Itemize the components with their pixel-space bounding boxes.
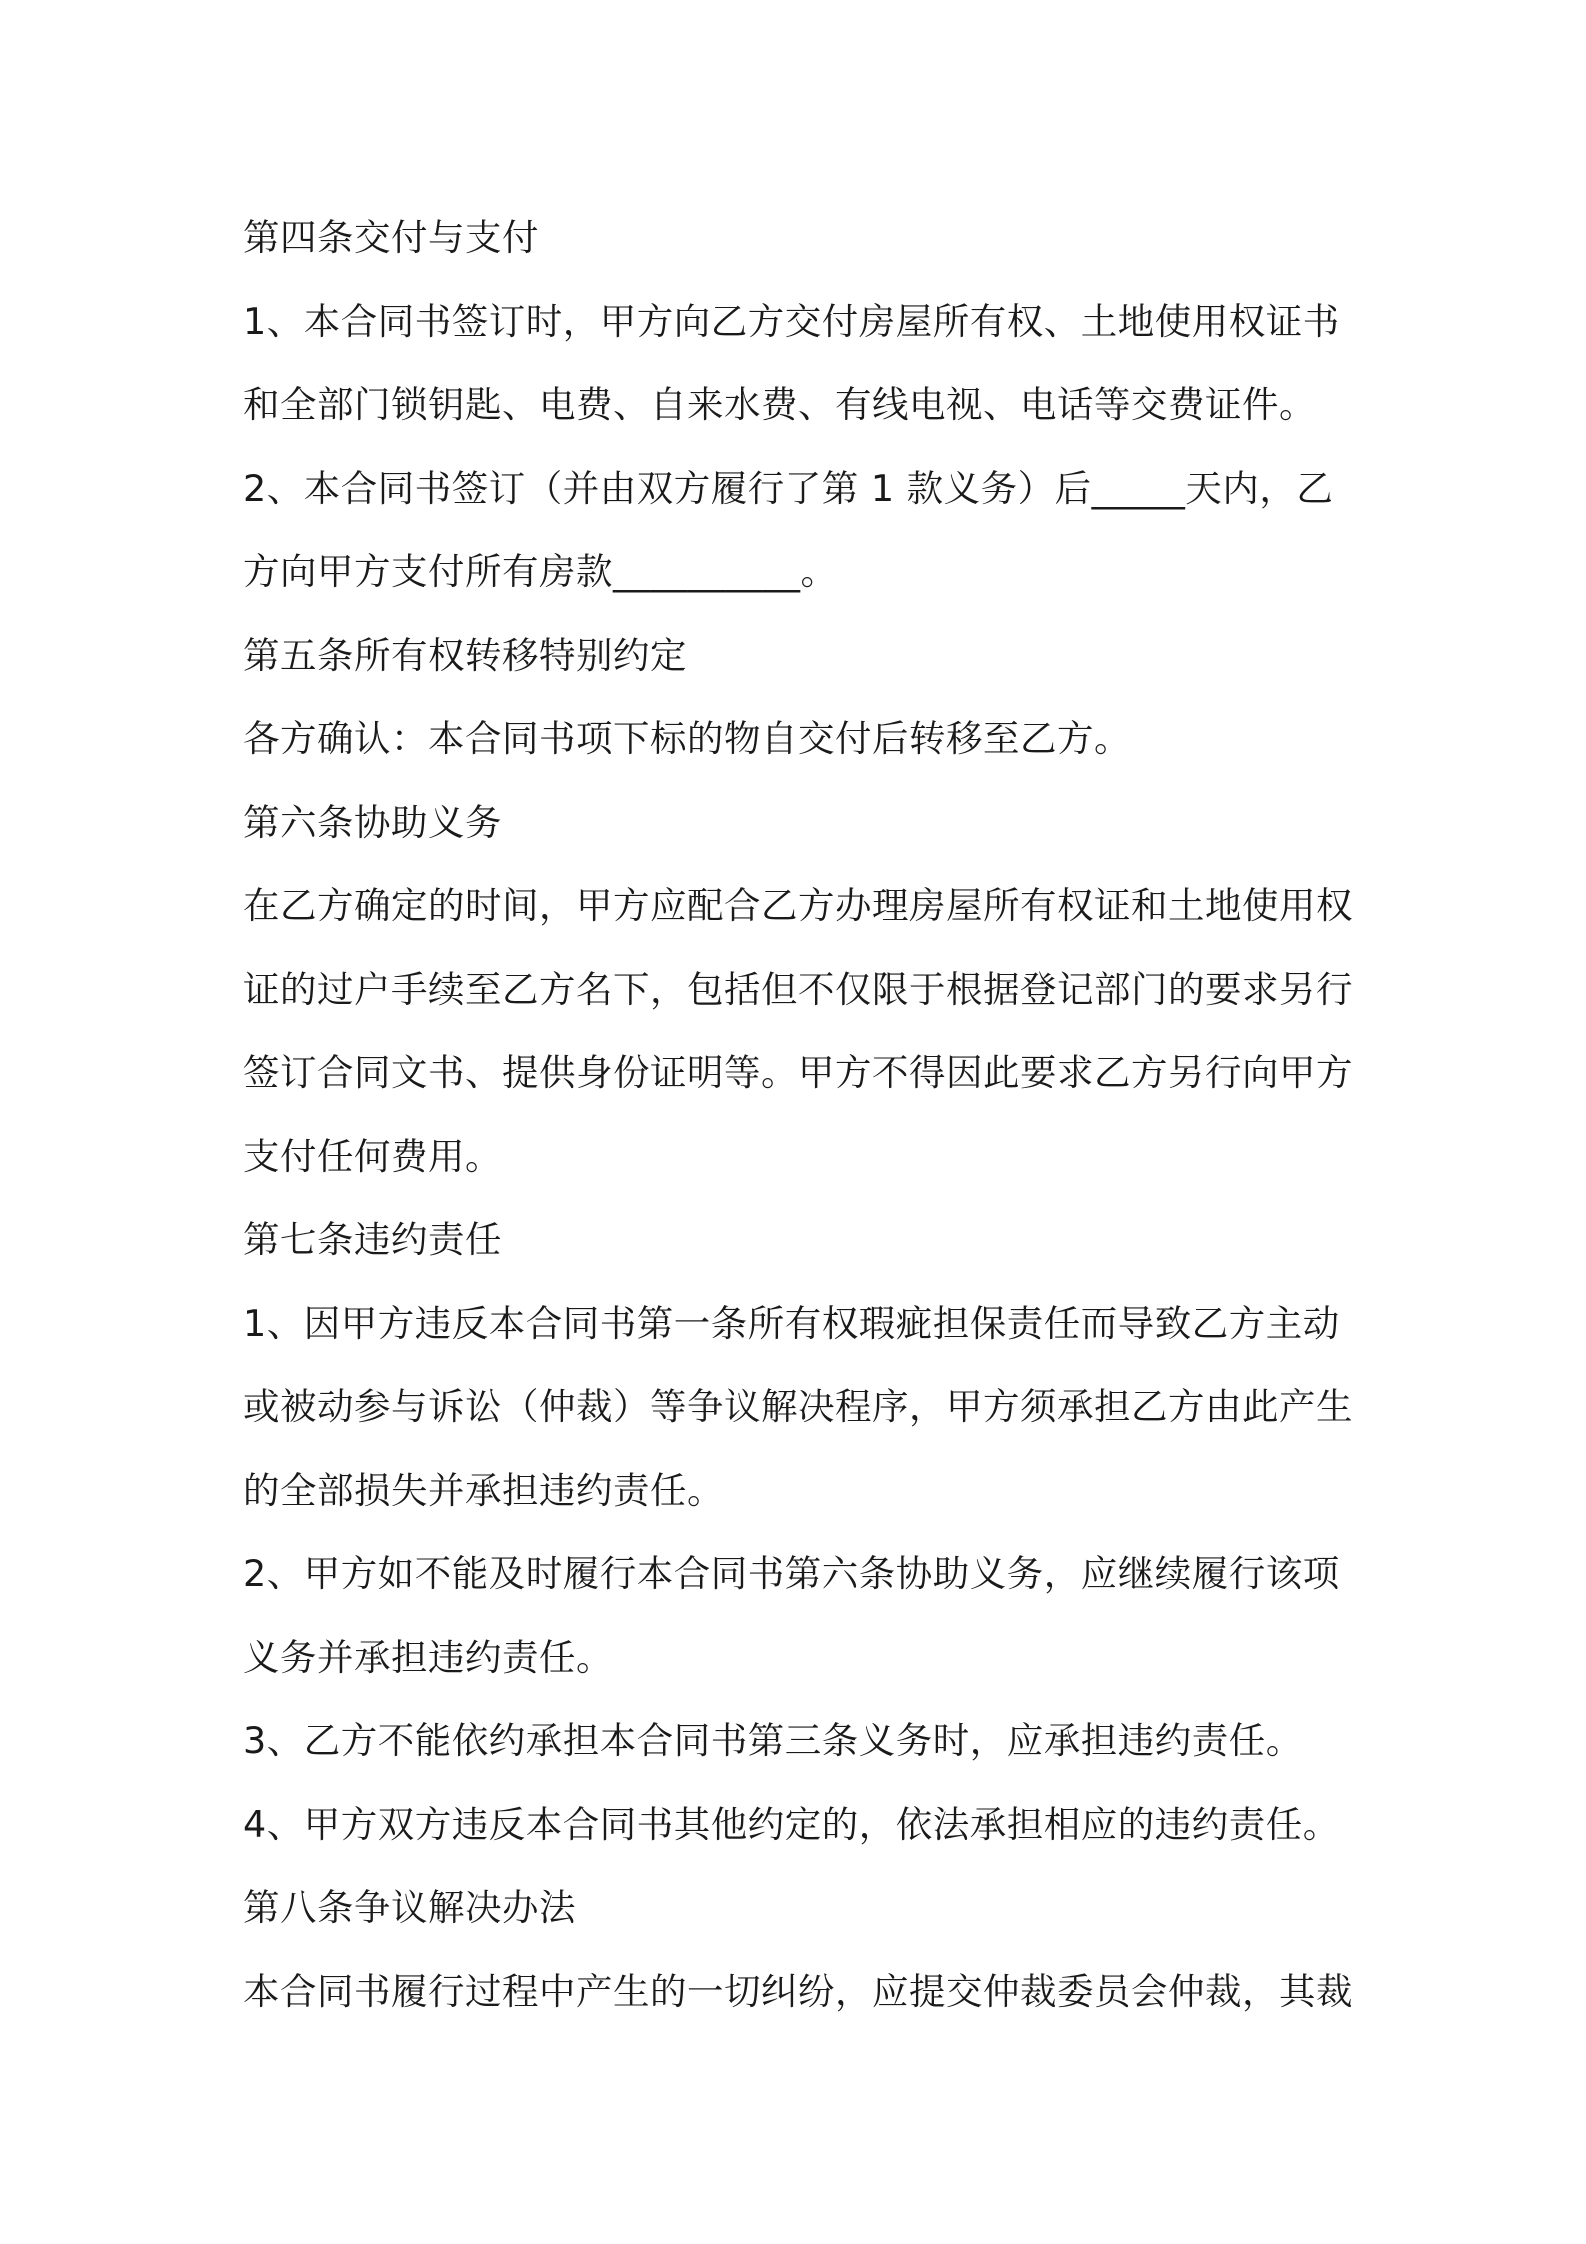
article-7-clause-4: 4、甲方双方违反本合同书其他约定的，依法承担相应的违约责任。 (243, 1802, 1340, 1846)
article-4-heading: 第四条交付与支付 (243, 216, 539, 259)
article-4-clause-2-line-1: 2、本合同书签订（并由双方履行了第 1 款义务）后_____天内，乙 (243, 466, 1334, 510)
article-7-clause-1-line-1: 1、因甲方违反本合同书第一条所有权瑕疵担保责任而导致乙方主动 (243, 1301, 1340, 1345)
article-8-text-line-1: 本合同书履行过程中产生的一切纠纷，应提交仲裁委员会仲裁，其裁 (243, 1969, 1353, 2013)
article-7-clause-3: 3、乙方不能依约承担本合同书第三条义务时，应承担违约责任。 (243, 1719, 1303, 1762)
document-body (243, 196, 1363, 2033)
article-5-heading: 第五条所有权转移特别约定 (243, 633, 687, 677)
article-7-heading: 第七条违约责任 (243, 1218, 502, 1261)
article-7-clause-2-line-2: 义务并承担违约责任。 (243, 1635, 613, 1679)
article-7-clause-1-line-2: 或被动参与诉讼（仲裁）等争议解决程序，甲方须承担乙方由此产生 (243, 1385, 1353, 1428)
article-7-clause-1-line-3: 的全部损失并承担违约责任。 (243, 1468, 724, 1512)
article-7-clause-2-line-1: 2、甲方如不能及时履行本合同书第六条协助义务，应继续履行该项 (243, 1552, 1340, 1595)
article-8-heading: 第八条争议解决办法 (243, 1886, 576, 1929)
article-6-text-line-2: 证的过户手续至乙方名下，包括但不仅限于根据登记部门的要求另行 (243, 967, 1353, 1011)
article-4-clause-2-line-2: 方向甲方支付所有房款__________。 (243, 550, 838, 593)
article-6-text-line-1: 在乙方确定的时间，甲方应配合乙方办理房屋所有权证和土地使用权 (243, 884, 1353, 927)
article-4-clause-1-line-2: 和全部门锁钥匙、电费、自来水费、有线电视、电话等交费证件。 (243, 383, 1316, 426)
article-5-text: 各方确认：本合同书项下标的物自交付后转移至乙方。 (243, 717, 1131, 760)
article-6-text-line-4: 支付任何费用。 (243, 1134, 502, 1178)
article-6-text-line-3: 签订合同文书、提供身份证明等。甲方不得因此要求乙方另行向甲方 (243, 1051, 1353, 1094)
article-6-heading: 第六条协助义务 (243, 800, 502, 844)
article-4-clause-1-line-1: 1、本合同书签订时，甲方向乙方交付房屋所有权、土地使用权证书 (243, 299, 1340, 343)
